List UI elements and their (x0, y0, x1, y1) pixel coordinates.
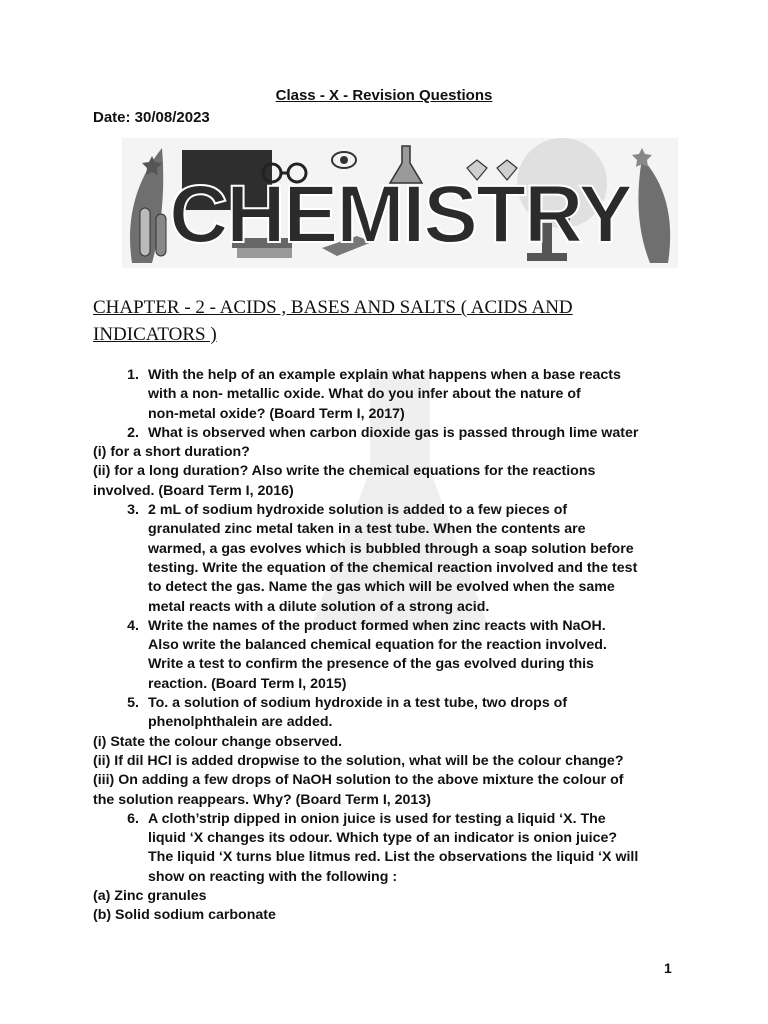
chemistry-banner-image (122, 138, 678, 268)
question-text: A cloth’strip dipped in onion juice is used for testing a liquid ‘X. The (148, 810, 606, 827)
question-text: phenolphthalein are added. (148, 714, 333, 731)
question-item (93, 424, 693, 443)
question-text: with a non- metallic oxide. What do you infer about the nature of (148, 386, 581, 403)
question-item (93, 501, 693, 617)
question-text: to detect the gas. Name the gas which will be evolved when the same (148, 579, 615, 596)
question-subpart: (i) State the colour change observed. (93, 733, 343, 750)
question-subpart: (ii) for a long duration? Also write the chemical equations for the reactions (93, 463, 596, 480)
question-text: The liquid ‘X turns blue litmus red. List the observations the liquid ‘X will (148, 849, 639, 866)
question-text: reaction. (Board Term I, 2015) (148, 675, 347, 692)
question-subpart: involved. (Board Term I, 2016) (93, 482, 294, 499)
question-text: liquid ‘X changes its odour. Which type of an indicator is onion juice? (148, 830, 618, 847)
question-item (93, 617, 693, 694)
question-number: 5. (127, 695, 139, 712)
question-subpart: (a) Zinc granules (93, 888, 207, 905)
question-text: warmed, a gas evolves which is bubbled through a soap solution before (148, 540, 634, 557)
question-text: Write a test to confirm the presence of the gas evolved during this (148, 656, 594, 673)
question-text: metal reacts with a dilute solution of a strong acid. (148, 598, 490, 615)
question-text: testing. Write the equation of the chemical reaction involved and the test (148, 559, 638, 576)
question-text: Write the names of the product formed when zinc reacts with NaOH. (148, 617, 606, 634)
chapter-heading (93, 294, 693, 348)
document-title: Class - X - Revision Questions (275, 87, 493, 104)
question-number: 1. (127, 367, 139, 383)
question-text: To. a solution of sodium hydroxide in a test tube, two drops of (148, 695, 568, 712)
question-number: 4. (127, 617, 139, 634)
chapter-heading-line: INDICATORS ) (93, 324, 217, 345)
document-date: Date: 30/08/2023 (93, 109, 210, 126)
question-text: With the help of an example explain what happens when a base reacts (148, 367, 621, 383)
question-subpart: (b) Solid sodium carbonate (93, 907, 276, 924)
question-item (93, 694, 693, 733)
question-number: 2. (127, 424, 139, 441)
question-subpart: (iii) On adding a few drops of NaOH solution to the above mixture the colour of (93, 772, 624, 789)
page-number: 1 (664, 960, 672, 976)
question-text: non-metal oxide? (Board Term I, 2017) (148, 405, 405, 422)
question-number: 6. (127, 810, 139, 827)
question-text: granulated zinc metal taken in a test tube. When the contents are (148, 521, 586, 538)
question-text: What is observed when carbon dioxide gas is passed through lime water (148, 424, 639, 441)
question-list (93, 366, 693, 926)
question-number: 3. (127, 502, 139, 519)
question-text: 2 mL of sodium hydroxide solution is added to a few pieces of (148, 502, 568, 519)
question-subpart: (ii) If dil HCl is added dropwise to the solution, what will be the colour change? (93, 752, 624, 769)
question-item (93, 366, 693, 424)
banner-word: CHEMISTRY (169, 169, 631, 260)
question-text: show on reacting with the following : (148, 868, 398, 885)
question-subpart: (i) for a short duration? (93, 444, 250, 461)
question-text: Also write the balanced chemical equation for the reaction involved. (148, 637, 607, 654)
question-item (93, 810, 693, 887)
chapter-heading-line: CHAPTER - 2 - ACIDS , BASES AND SALTS ( ACIDS AND (93, 297, 573, 318)
question-subpart: the solution reappears. Why? (Board Term I, 2013) (93, 791, 431, 808)
